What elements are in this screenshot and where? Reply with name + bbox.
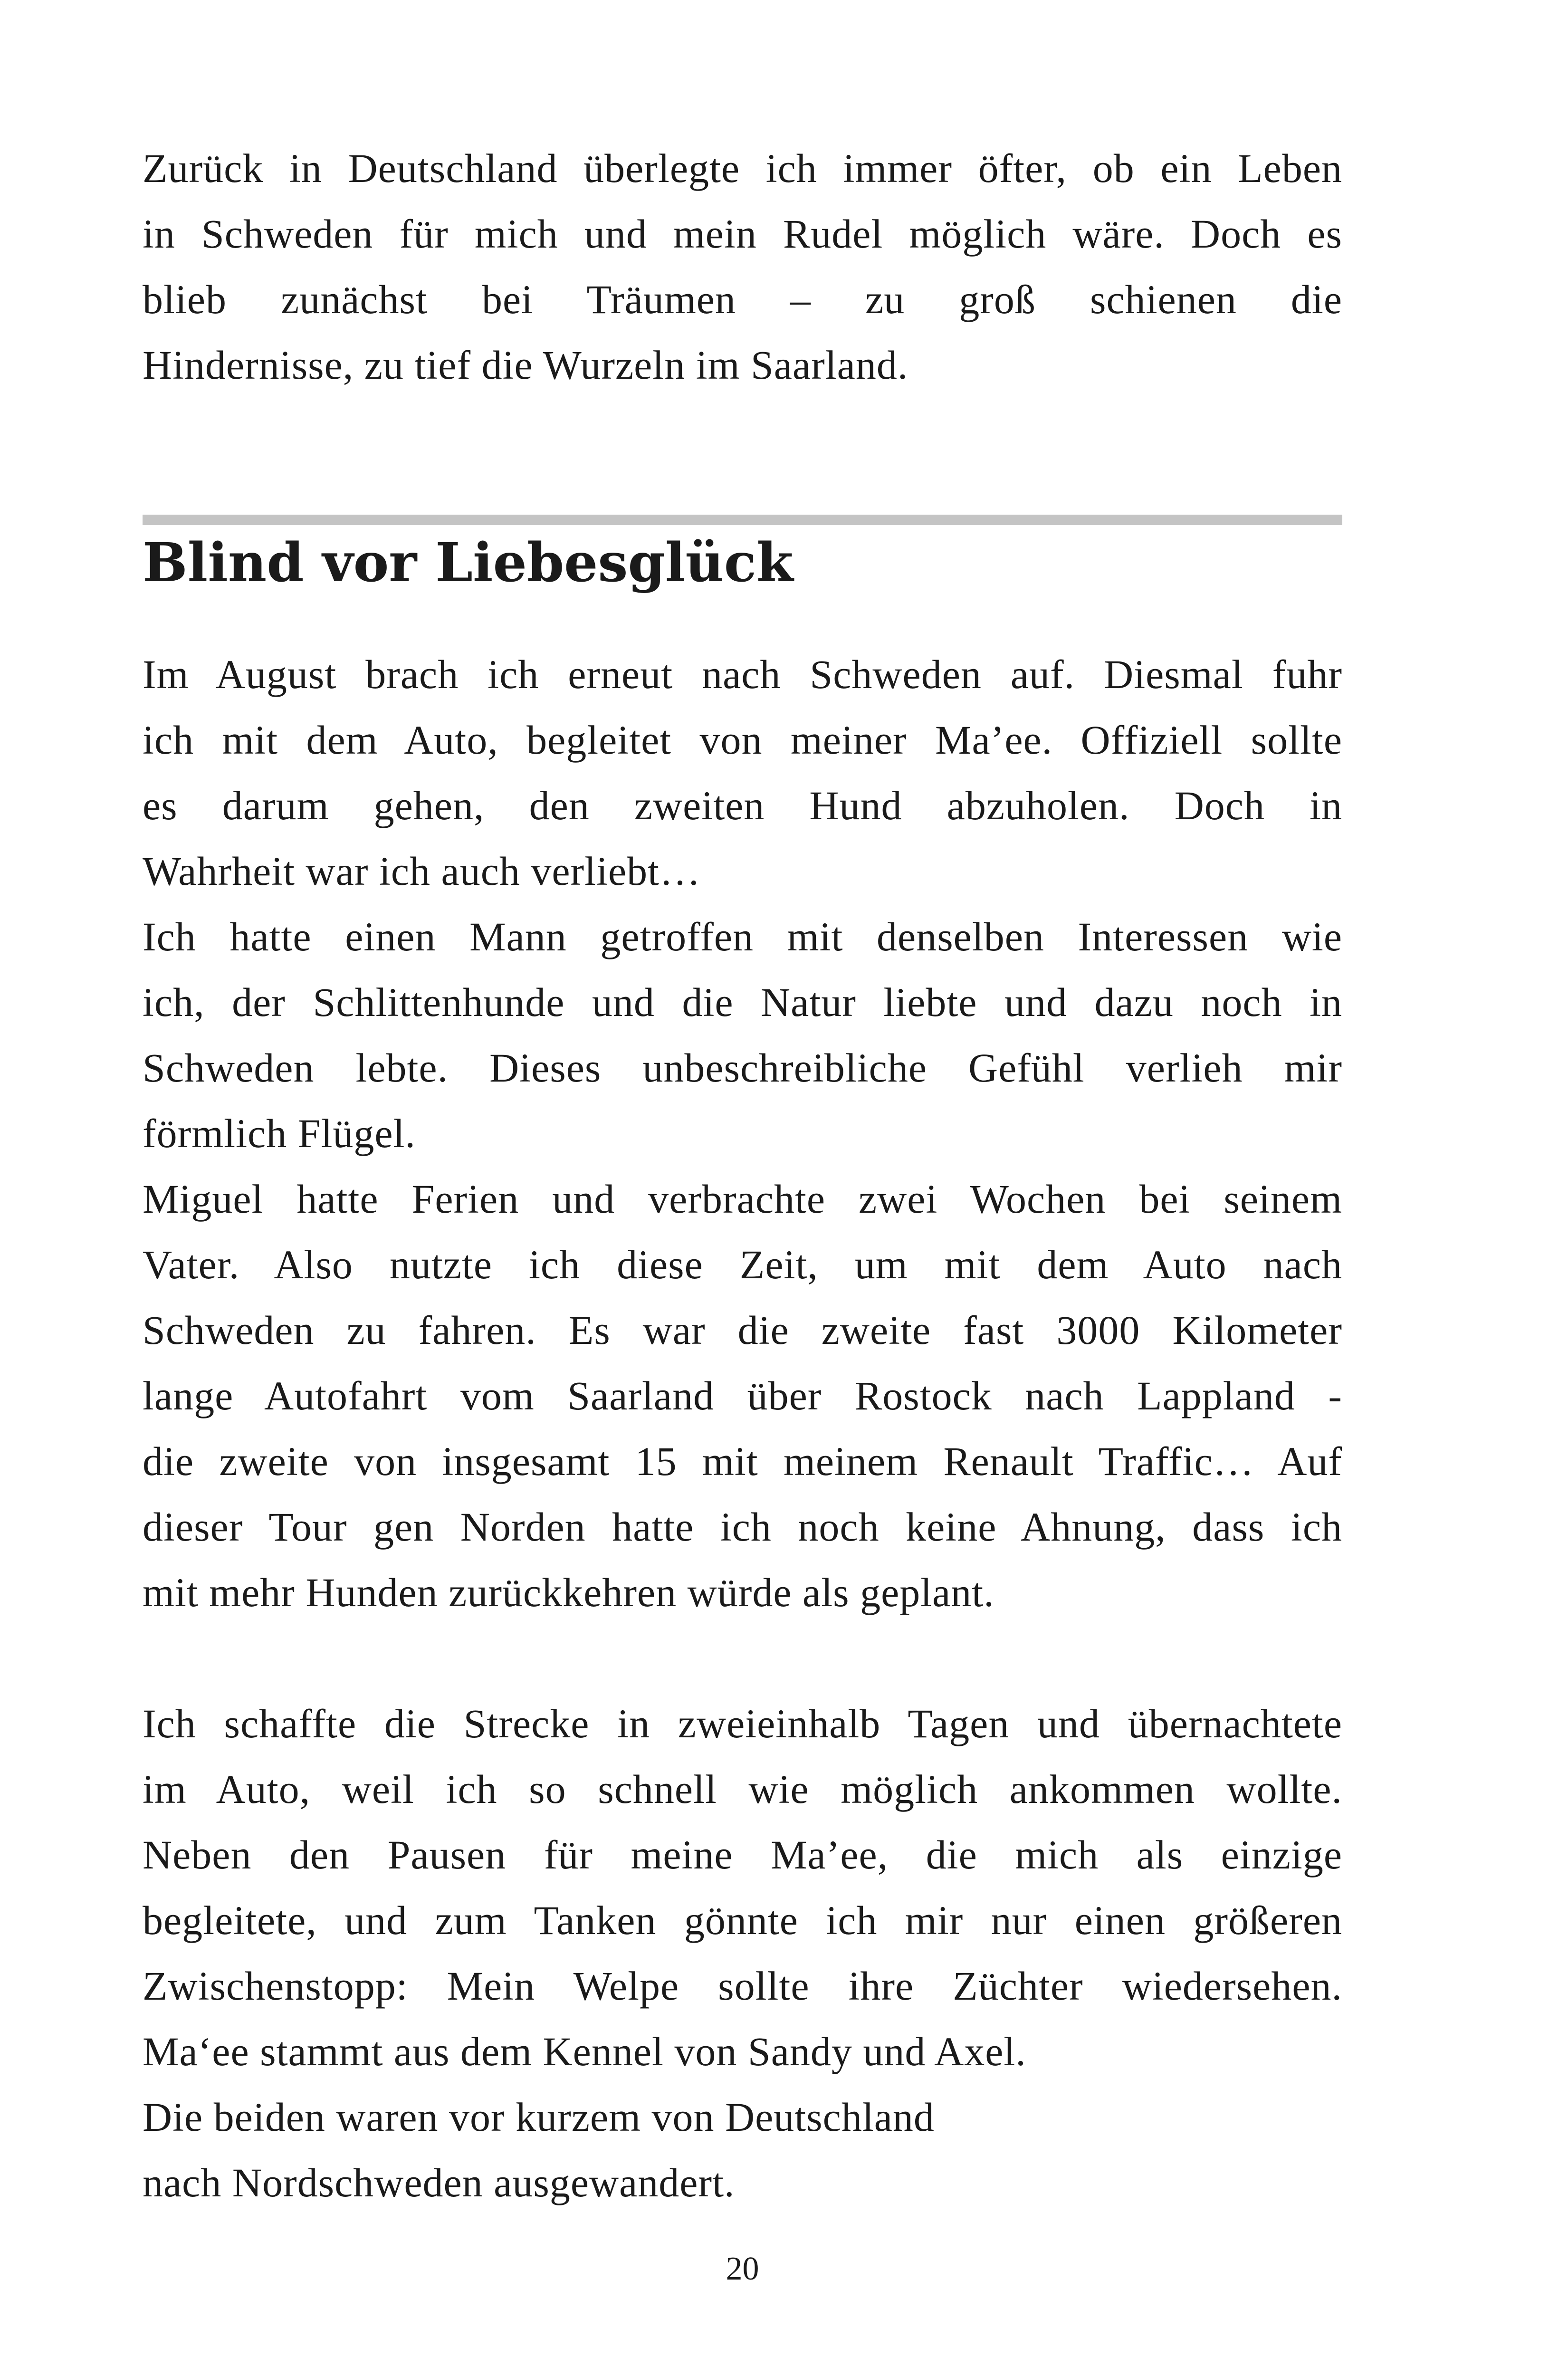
text-line: lange Autofahrt vom Saarland über Rostock nach Lappland - (143, 1373, 1342, 1418)
paragraph-august-trip (143, 642, 1342, 904)
text-line: die zweite von insgesamt 15 mit meinem Renault Traffic… Auf (143, 1438, 1342, 1484)
text-line: Im August brach ich erneut nach Schweden auf. Diesmal fuhr (143, 651, 1342, 697)
text-line: Neben den Pausen für meine Ma’ee, die mich als einzige (143, 1832, 1342, 1878)
text-line: Vater. Also nutzte ich diese Zeit, um mit dem Auto nach (143, 1242, 1342, 1287)
text-line: nach Nordschweden ausgewandert. (143, 2160, 735, 2205)
text-line: Wahrheit war ich auch verliebt… (143, 848, 701, 894)
paragraph-stopover (143, 1691, 1342, 2215)
text-line: mit mehr Hunden zurückkehren würde als geplant. (143, 1570, 994, 1615)
text-line: ich mit dem Auto, begleitet von meiner Ma’ee. Offiziell sollte (143, 717, 1342, 763)
text-line: begleitete, und zum Tanken gönnte ich mir nur einen größeren (143, 1897, 1342, 1943)
text-line: Die beiden waren vor kurzem von Deutschland (143, 2094, 935, 2140)
text-line: Miguel hatte Ferien und verbrachte zwei Wochen bei seinem (143, 1176, 1342, 1222)
section-heading: Blind vor Liebesglück (143, 532, 794, 594)
text-line: förmlich Flügel. (143, 1111, 416, 1156)
section-divider (143, 515, 1342, 525)
text-line: Zurück in Deutschland überlegte ich immer öfter, ob ein Leben (143, 145, 1342, 191)
text-line: Zwischenstopp: Mein Welpe sollte ihre Züchter wiedersehen. (143, 1963, 1342, 2009)
text-line: Ma‘ee stammt aus dem Kennel von Sandy und Axel. (143, 2029, 1026, 2074)
text-line: ich, der Schlittenhunde und die Natur liebte und dazu noch in (143, 979, 1342, 1025)
text-line: in Schweden für mich und mein Rudel möglich wäre. Doch es (143, 211, 1342, 257)
text-line: es darum gehen, den zweiten Hund abzuholen. Doch in (143, 783, 1342, 828)
book-page (143, 0, 1342, 2376)
text-line: Hindernisse, zu tief die Wurzeln im Saarland. (143, 342, 908, 388)
text-line: Ich hatte einen Mann getroffen mit denselben Interessen wie (143, 914, 1342, 959)
paragraph-car-journey (143, 1166, 1342, 1625)
paragraph-intro (143, 135, 1342, 398)
text-line: Schweden lebte. Dieses unbeschreibliche Gefühl verlieh mir (143, 1045, 1342, 1091)
text-line: Schweden zu fahren. Es war die zweite fast 3000 Kilometer (143, 1307, 1342, 1353)
text-line: dieser Tour gen Norden hatte ich noch keine Ahnung, dass ich (143, 1504, 1342, 1550)
page-number: 20 (726, 2251, 759, 2287)
paragraph-met-man (143, 904, 1342, 1166)
text-line: blieb zunächst bei Träumen – zu groß schienen die (143, 277, 1342, 322)
text-line: Ich schaffte die Strecke in zweieinhalb Tagen und übernachtete (143, 1701, 1342, 1746)
text-line: im Auto, weil ich so schnell wie möglich ankommen wollte. (143, 1766, 1342, 1812)
